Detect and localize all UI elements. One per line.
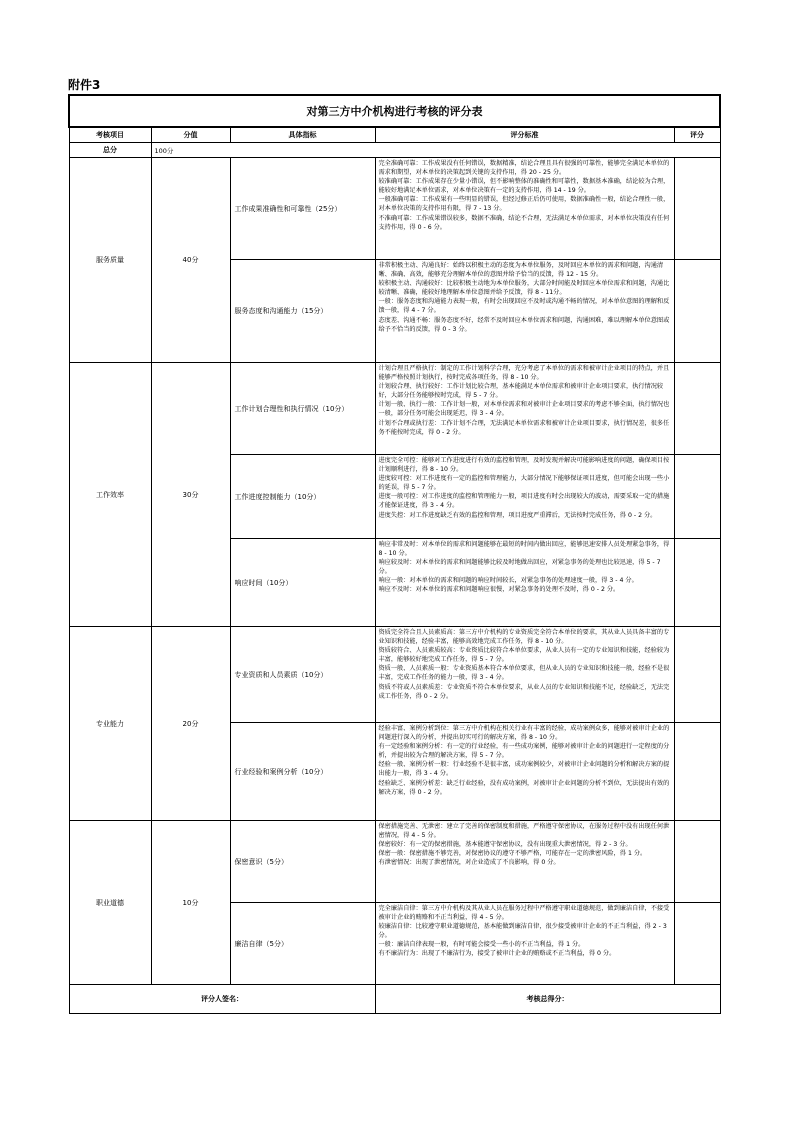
rater-signature-label[interactable]: 评分人签名： bbox=[69, 985, 375, 1014]
header-row bbox=[69, 127, 720, 143]
category-name: 工作效率 bbox=[69, 363, 151, 627]
total-score-label[interactable]: 考核总得分： bbox=[375, 985, 720, 1014]
indicator-name: 专业资质和人员素质（10分） bbox=[230, 627, 375, 723]
header-score: 分值 bbox=[151, 127, 230, 143]
category-score: 20分 bbox=[151, 627, 230, 821]
criteria-text: 资质完全符合且人员素质高：第三方中介机构的专业资质完全符合本单位的要求，其从业人员具备丰富的专业知识和技能，经验丰富，能够高效地完成工作任务，得 8 - 10 分。 资质较符合、人员素质较高：专业资质比较符合本单位要求，从业人员有一定的专业知识和技能，经验较为丰富，能够较好地完成工作任务，得 5 - 7 分。 资质一般、人员素质一般：专业资质基本符合本单位要求，但从业人员的专业知识和技能一般，经验不是很丰富，完成工作任务的能力一般，得 3 - 4 分。 资质不符或人员素质差：专业资质不符合本单位要求，从业人员的专业知识和技能不足，经验缺乏，无法完成工作任务，得 0 - 2 分。 bbox=[375, 627, 674, 723]
indicator-name: 工作计划合理性和执行情况（10分） bbox=[230, 363, 375, 455]
criteria-text: 响应非常及时：对本单位的需求和问题能够在最短的时间内做出回应，能够迅速安排人员处理紧急事务，得 8 - 10 分。 响应较及时：对本单位的需求和问题能够比较及时地做出回应，对紧急事务的处理也比较迅速，得 5 - 7 分。 响应一般：对本单位的需求和问题的响应时间较长，对紧急事务的处理速度一般，得 3 - 4 分。 响应不及时：对本单位的需求和问题响应很慢，对紧急事务的处理不及时，得 0 - 2 分。 bbox=[375, 539, 674, 627]
table-title: 对第三方中介机构进行考核的评分表 bbox=[69, 95, 720, 127]
rating-cell[interactable] bbox=[674, 723, 720, 821]
criteria-text: 保密措施完善、无泄密：建立了完善的保密制度和措施，严格遵守保密协议，在服务过程中没有出现任何泄密情况，得 4 - 5 分。 保密较好：有一定的保密措施，基本能遵守保密协议，没有出现重大泄密情况，得 2 - 3 分。 保密一般：保密措施不够完善，对保密协议的遵守不够严格，可能存在一定的泄密风险，得 1 分。 有泄密情况：出现了泄密情况，对企业造成了不良影响，得 0 分。 bbox=[375, 821, 674, 903]
rating-cell[interactable] bbox=[674, 260, 720, 363]
attachment-label: 附件3 bbox=[68, 78, 101, 92]
header-indicator: 具体指标 bbox=[230, 127, 375, 143]
criteria-text: 经验丰富、案例分析到位：第三方中介机构在相关行业有丰富的经验，成功案例众多，能够对被审计企业的问题进行深入的分析，并提出切实可行的解决方案，得 8 - 10 分。 有一定经验和案例分析：有一定的行业经验，有一些成功案例，能够对被审计企业的问题进行一定程度的分析，并提出较为合理的解决方案，得 5 - 7 分。 经验一般、案例分析一般：行业经验不是很丰富，成功案例较少，对被审计企业问题的分析和解决方案的提出能力一般，得 3 - 4 分。 经验缺乏、案例分析差：缺乏行业经验，没有成功案例，对被审计企业问题的分析不到位，无法提出有效的解决方案，得 0 - 2 分。 bbox=[375, 723, 674, 821]
category-name: 职业道德 bbox=[69, 821, 151, 985]
indicator-name: 行业经验和案例分析（10分） bbox=[230, 723, 375, 821]
table-row bbox=[69, 158, 720, 260]
rating-cell[interactable] bbox=[674, 821, 720, 903]
category-name: 服务质量 bbox=[69, 158, 151, 363]
rating-cell[interactable] bbox=[674, 539, 720, 627]
criteria-text: 完全廉洁自律：第三方中介机构及其从业人员在服务过程中严格遵守职业道德规范，做到廉洁自律，不接受被审计企业的贿赂和不正当利益，得 4 - 5 分。 较廉洁自律：比较遵守职业道德规范，基本能做到廉洁自律，很少接受被审计企业的不正当利益，得 2 - 3 分。 一般：廉洁自律表现一般，有时可能会接受一些小的不正当利益，得 1 分。 有不廉洁行为：出现了不廉洁行为，接受了被审计企业的贿赂或不正当利益，得 0 分。 bbox=[375, 903, 674, 985]
header-item: 考核项目 bbox=[69, 127, 151, 143]
indicator-name: 廉洁自律（5分） bbox=[230, 903, 375, 985]
table-row bbox=[69, 821, 720, 903]
header-criteria: 评分标准 bbox=[375, 127, 674, 143]
indicator-name: 工作进度控制能力（10分） bbox=[230, 455, 375, 539]
category-score: 10分 bbox=[151, 821, 230, 985]
rating-cell[interactable] bbox=[674, 455, 720, 539]
rating-cell[interactable] bbox=[674, 627, 720, 723]
rating-cell[interactable] bbox=[674, 363, 720, 455]
total-label: 总分 bbox=[69, 143, 151, 158]
criteria-text: 非常积极主动、沟通良好：始终以积极主动的态度为本单位服务，及时回应本单位的需求和问题，沟通清晰、准确、高效，能够充分理解本单位的意图并给予恰当的反馈，得 12 - 15 分。 较积极主动、沟通较好：比较积极主动地为本单位服务，大部分时间能及时回应本单位需求和问题，沟通比较清晰、准确，能较好地理解本单位意图并给予反馈，得 8 - 11分。 一般：服务态度和沟通能力表现一般，有时会出现回应不及时或沟通不畅的情况，对本单位意图的理解和反馈一般，得 4 - 7 分。 态度差、沟通不畅：服务态度不好，经常不及时回应本单位需求和问题，沟通困难，难以理解本单位意图或给予不恰当的反馈，得 0 - 3 分。 bbox=[375, 260, 674, 363]
rating-cell[interactable] bbox=[674, 903, 720, 985]
category-name: 专业能力 bbox=[69, 627, 151, 821]
table-row bbox=[69, 363, 720, 455]
indicator-name: 服务态度和沟通能力（15分） bbox=[230, 260, 375, 363]
criteria-text: 进度完全可控：能够对工作进度进行有效的监控和管理，及时发现并解决可能影响进度的问题，确保项目按计划顺利进行，得 8 - 10 分。 进度较可控：对工作进度有一定的监控和管理能力，大部分情况下能够保证项目进度，但可能会出现一些小的延误，得 5 - 7 分。 进度一般可控：对工作进度的监控和管理能力一般，项目进度有时会出现较大的波动，需要采取一定的措施才能保证进度，得 3 - 4 分。 进度失控：对工作进度缺乏有效的监控和管理，项目进度严重滞后，无法按时完成任务，得 0 - 2 分。 bbox=[375, 455, 674, 539]
criteria-text: 完全准确可靠：工作成果没有任何错误，数据精准，结论合理且具有很强的可靠性，能够完全满足本单位的需求和期望，对本单位的决策起到关键的支持作用，得 20 - 25 分。 较准确可靠：工作成果存在少量小错误，但不影响整体的准确性和可靠性，数据基本准确，结论较为合理，能较好地满足本单位需求，对本单位决策有一定的支持作用，得 14 - 19 分。 一般准确可靠：工作成果有一些明显的错误，但经过修正后仍可使用，数据准确性一般，结论合理性一般，对本单位决策的支持作用有限，得 7 - 13 分。 不准确可靠：工作成果错误较多，数据不准确，结论不合理，无法满足本单位需求，对本单位决策没有任何支持作用，得 0 - 6 分。 bbox=[375, 158, 674, 260]
indicator-name: 保密意识（5分） bbox=[230, 821, 375, 903]
total-row bbox=[69, 143, 720, 158]
signature-row bbox=[69, 985, 720, 1014]
rating-cell[interactable] bbox=[674, 158, 720, 260]
category-score: 30分 bbox=[151, 363, 230, 627]
category-score: 40分 bbox=[151, 158, 230, 363]
evaluation-table bbox=[68, 94, 721, 1014]
header-rating: 评分 bbox=[674, 127, 720, 143]
criteria-text: 计划合理且严格执行：制定的工作计划科学合理，充分考虑了本单位的需求和被审计企业项目的特点，并且能够严格按照计划执行，按时完成各项任务，得 8 - 10 分。 计划较合理、执行较好：工作计划比较合理，基本能满足本单位需求和被审计企业项目要求，执行情况较好，大部分任务能够按时完成，得 5 - 7 分。 计划一般、执行一般：工作计划一般，对本单位需求和对被审计企业项目要求的考虑不够全面，执行情况也一般，部分任务可能会出现延迟，得 3 - 4 分。 计划不合理或执行差：工作计划不合理，无法满足本单位需求和被审计企业项目要求，执行情况差，很多任务不能按时完成，得 0 - 2 分。 bbox=[375, 363, 674, 455]
total-value: 100分 bbox=[151, 143, 720, 158]
indicator-name: 响应时间（10分） bbox=[230, 539, 375, 627]
indicator-name: 工作成果准确性和可靠性（25分） bbox=[230, 158, 375, 260]
table-row bbox=[69, 627, 720, 723]
